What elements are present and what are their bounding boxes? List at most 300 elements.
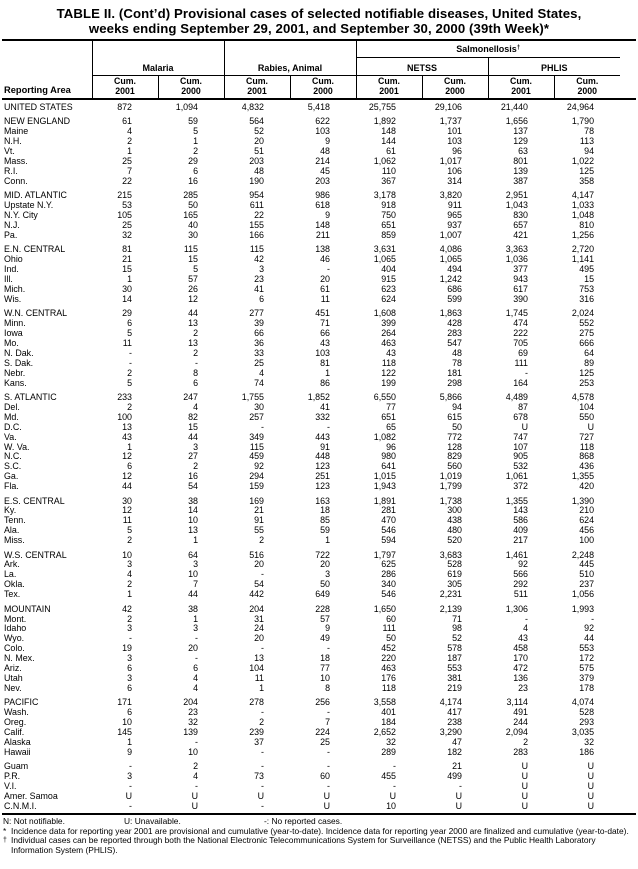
reporting-area-cell: Va. <box>4 431 17 442</box>
value-cell: 4,578 <box>571 391 595 402</box>
value-cell: 283 <box>447 328 462 339</box>
value-cell: 918 <box>381 200 396 211</box>
value-cell: 55 <box>254 525 264 536</box>
value-cell: 2 <box>193 328 198 339</box>
value-cell: 106 <box>447 165 462 176</box>
value-cell: 5 <box>127 377 132 388</box>
value-cell: 71 <box>452 613 462 624</box>
value-cell: 15 <box>584 274 595 284</box>
value-cell: 181 <box>447 367 462 378</box>
value-cell: 91 <box>254 515 264 526</box>
value-cell: 1,043 <box>505 200 528 211</box>
table-row <box>2 99 636 113</box>
value-cell: 8 <box>325 682 330 693</box>
value-cell: 3 <box>127 771 132 782</box>
value-cell: 445 <box>579 559 595 570</box>
table-row <box>2 265 636 275</box>
row-spacer <box>620 187 636 201</box>
reporting-area-cell: N.J. <box>4 219 20 230</box>
reporting-area-cell: Nebr. <box>4 367 26 378</box>
value-cell: 40 <box>188 219 198 230</box>
value-cell: 455 <box>381 771 396 782</box>
table-row <box>2 305 636 319</box>
value-cell: 65 <box>386 421 396 432</box>
value-cell: - <box>261 761 264 772</box>
value-cell: 11 <box>122 515 132 526</box>
row-spacer <box>620 137 636 147</box>
value-cell: 190 <box>249 175 264 186</box>
malaria-group-header: Malaria <box>92 58 224 76</box>
value-cell: 2 <box>127 401 132 412</box>
value-cell: 52 <box>254 126 264 137</box>
value-cell: 25,755 <box>368 102 396 112</box>
value-cell: 801 <box>513 156 528 167</box>
row-spacer <box>620 580 636 590</box>
value-cell: 377 <box>513 264 528 275</box>
value-cell: 678 <box>513 411 528 422</box>
value-cell: - <box>261 643 264 654</box>
reporting-area-cell: Nev. <box>4 682 22 693</box>
reporting-area-cell: S. Dak. <box>4 357 34 368</box>
value-cell: 1,892 <box>373 116 396 127</box>
value-cell: 494 <box>447 264 462 275</box>
value-cell: 170 <box>513 653 528 664</box>
table-row <box>2 275 636 285</box>
value-cell: 438 <box>447 515 462 526</box>
value-cell: 204 <box>183 697 198 708</box>
value-cell: 172 <box>579 653 595 664</box>
value-cell: - <box>261 746 264 757</box>
value-cell: 283 <box>513 746 528 757</box>
value-cell: 24 <box>254 623 264 634</box>
value-cell: U <box>554 802 620 814</box>
value-cell: 868 <box>579 451 595 462</box>
reporting-area-cell: Guam <box>4 761 29 772</box>
row-spacer <box>620 708 636 718</box>
value-cell: 59 <box>320 525 330 536</box>
value-cell: 186 <box>579 746 595 757</box>
value-cell: 986 <box>315 190 330 201</box>
value-cell: 143 <box>513 505 528 516</box>
row-spacer <box>620 600 636 614</box>
value-cell: 532 <box>513 461 528 472</box>
value-cell: 3,363 <box>505 244 528 255</box>
value-cell: 2 <box>127 579 132 590</box>
value-cell: - <box>195 653 198 664</box>
reporting-area-cell: Wis. <box>4 293 22 304</box>
value-cell: 199 <box>381 377 396 388</box>
value-cell: 110 <box>381 165 396 176</box>
value-cell: 4 <box>193 401 198 412</box>
table-row <box>2 634 636 644</box>
value-cell: 2,951 <box>505 190 528 201</box>
value-cell: 13 <box>188 337 198 348</box>
value-cell: 10 <box>320 672 330 683</box>
reporting-area-cell: Mo. <box>4 337 19 348</box>
value-cell: 222 <box>513 328 528 339</box>
value-cell: - <box>261 781 264 791</box>
value-cell: 560 <box>447 461 462 472</box>
row-spacer <box>620 718 636 728</box>
value-cell: 349 <box>249 431 264 442</box>
reporting-area-cell: Upstate N.Y. <box>4 200 54 211</box>
value-cell: 3 <box>193 559 198 570</box>
value-cell: 722 <box>315 549 330 560</box>
value-cell: 137 <box>513 126 528 137</box>
value-cell: 965 <box>447 210 462 221</box>
rabies-cum-2000-header: Cum. 2000 <box>290 76 356 100</box>
value-cell: 459 <box>249 451 264 462</box>
row-spacer <box>620 462 636 472</box>
row-spacer <box>620 748 636 758</box>
table-row <box>2 379 636 389</box>
reporting-area-cell: Colo. <box>4 643 25 654</box>
value-cell: 1 <box>127 441 132 452</box>
value-cell: 4 <box>127 126 132 137</box>
value-cell: 1,019 <box>439 471 462 482</box>
value-cell: 463 <box>381 337 396 348</box>
table-row <box>2 600 636 614</box>
value-cell: 810 <box>579 219 595 230</box>
reporting-area-cell: Mont. <box>4 613 27 624</box>
value-cell: 12 <box>122 451 132 462</box>
value-cell: 103 <box>315 126 330 137</box>
table-row <box>2 802 636 814</box>
value-cell: 6 <box>193 165 198 176</box>
value-cell: - <box>129 357 132 368</box>
value-cell: - <box>261 569 264 580</box>
value-cell: 118 <box>579 441 595 452</box>
value-cell: 44 <box>188 308 198 319</box>
value-cell: 5 <box>193 264 198 275</box>
dagger-text: Individual cases can be reported through both the National Electronic Telecommunications System for Surveillance (NETSS) and the Public Health Laboratory Information System (PHLIS). <box>11 835 596 856</box>
table-row <box>2 241 636 255</box>
value-cell: 436 <box>579 461 595 472</box>
value-cell: 98 <box>452 623 462 634</box>
value-cell: 9 <box>127 746 132 757</box>
value-cell: 2,139 <box>439 603 462 614</box>
reporting-area-cell: E.S. CENTRAL <box>4 495 65 506</box>
rabies-group-top <box>224 40 356 58</box>
value-cell: 2,720 <box>571 244 595 255</box>
value-cell: 253 <box>579 377 595 388</box>
value-cell: 44 <box>188 431 198 442</box>
value-cell: 474 <box>513 318 528 329</box>
table-row <box>2 137 636 147</box>
value-cell: 78 <box>584 126 595 137</box>
row-spacer <box>620 255 636 265</box>
value-cell: 546 <box>381 525 396 536</box>
value-cell: 105 <box>117 210 132 221</box>
value-cell: 2 <box>193 761 198 772</box>
value-cell: 36 <box>254 337 264 348</box>
row-spacer <box>620 221 636 231</box>
value-cell: 5 <box>127 525 132 536</box>
value-cell: 358 <box>579 175 595 186</box>
value-cell: 22 <box>122 175 132 186</box>
value-cell: 314 <box>447 175 462 186</box>
row-spacer <box>620 339 636 349</box>
value-cell: 1,993 <box>571 603 595 614</box>
value-cell: 1,755 <box>241 391 264 402</box>
value-cell: 15 <box>188 254 198 265</box>
value-cell: 59 <box>188 116 198 127</box>
value-cell: 23 <box>254 274 264 284</box>
value-cell: 2 <box>259 717 264 728</box>
value-cell: 3,558 <box>373 697 396 708</box>
value-cell: 1,033 <box>571 200 595 211</box>
value-cell: 472 <box>513 663 528 674</box>
table-row <box>2 177 636 187</box>
value-cell: 3,683 <box>439 549 462 560</box>
value-cell: 81 <box>320 357 330 368</box>
value-cell: 286 <box>381 569 396 580</box>
phlis-group-header: PHLIS <box>488 58 620 76</box>
netss-cum-2000-header: Cum. 2000 <box>422 76 488 100</box>
netss-cum-2001-header: Cum. 2001 <box>356 76 422 100</box>
value-cell: 44 <box>122 481 132 492</box>
value-cell: - <box>129 781 132 791</box>
value-cell: 50 <box>452 421 462 432</box>
value-cell: - <box>327 643 330 654</box>
value-cell: 4,832 <box>241 102 264 112</box>
reporting-area-cell: Wash. <box>4 707 29 718</box>
value-cell: 1 <box>193 136 198 147</box>
value-cell: 4,489 <box>505 391 528 402</box>
value-cell: 2 <box>193 347 198 358</box>
reporting-area-cell: N. Dak. <box>4 347 34 358</box>
value-cell: 980 <box>381 451 396 462</box>
value-cell: 611 <box>249 200 264 211</box>
reporting-area-cell: Ind. <box>4 264 19 275</box>
reporting-area-cell: W. Va. <box>4 441 30 452</box>
footnote-dagger <box>3 836 636 856</box>
value-cell: 2 <box>127 535 132 546</box>
reporting-area-header: Reporting Area <box>2 40 92 99</box>
value-cell: 25 <box>320 736 330 747</box>
value-cell: 1,943 <box>373 481 396 492</box>
table-row <box>2 536 636 546</box>
value-cell: - <box>459 781 462 791</box>
value-cell: 125 <box>579 367 595 378</box>
value-cell: U <box>587 771 595 782</box>
row-spacer <box>620 241 636 255</box>
value-cell: - <box>393 781 396 791</box>
row-spacer <box>620 329 636 339</box>
value-cell: 586 <box>513 515 528 526</box>
value-cell: 1,650 <box>373 603 396 614</box>
value-cell: 82 <box>188 411 198 422</box>
value-cell: 3 <box>325 569 330 580</box>
value-cell: 50 <box>188 200 198 211</box>
reporting-area-cell: NEW ENGLAND <box>4 116 71 127</box>
row-spacer <box>620 359 636 369</box>
reporting-area-cell: Wyo. <box>4 633 25 644</box>
reporting-area-cell: Ark. <box>4 559 20 570</box>
value-cell: 33 <box>254 347 264 358</box>
reporting-area-cell: Utah <box>4 672 23 683</box>
value-cell: 367 <box>381 175 396 186</box>
value-cell: 289 <box>381 746 396 757</box>
value-cell: 77 <box>320 663 330 674</box>
value-cell: 48 <box>452 347 462 358</box>
value-cell: U <box>521 771 528 782</box>
value-cell: 8 <box>193 367 198 378</box>
value-cell: 480 <box>447 525 462 536</box>
table-row <box>2 285 636 295</box>
row-spacer <box>620 388 636 402</box>
value-cell: 94 <box>584 146 595 157</box>
row-spacer <box>620 157 636 167</box>
value-cell: 100 <box>579 535 595 546</box>
value-cell: 57 <box>188 274 198 284</box>
value-cell: 244 <box>513 717 528 728</box>
value-cell: 9 <box>325 136 330 147</box>
phlis-cum-2000-header: Cum. 2000 <box>554 76 620 100</box>
value-cell: 87 <box>518 401 528 412</box>
value-cell: - <box>525 613 528 624</box>
value-cell: - <box>195 633 198 644</box>
value-cell: 6 <box>193 663 198 674</box>
value-cell: - <box>195 736 198 747</box>
value-cell: 41 <box>320 401 330 412</box>
value-cell: 772 <box>447 431 462 442</box>
value-cell: 73 <box>254 771 264 782</box>
value-cell: 50 <box>320 579 330 590</box>
value-cell: 20 <box>254 559 264 570</box>
table-row <box>2 482 636 492</box>
table-row <box>2 413 636 423</box>
value-cell: 20 <box>254 633 264 644</box>
table-row <box>2 758 636 772</box>
value-cell: 6 <box>127 707 132 718</box>
table-row <box>2 644 636 654</box>
row-spacer <box>620 694 636 708</box>
value-cell: 104 <box>249 663 264 674</box>
value-cell: 830 <box>513 210 528 221</box>
row-spacer <box>620 127 636 137</box>
value-cell: 1,461 <box>505 549 528 560</box>
reporting-area-cell: Calif. <box>4 726 25 737</box>
reporting-area-cell: Idaho <box>4 623 27 634</box>
value-cell: 64 <box>188 549 198 560</box>
value-cell: U <box>290 802 356 814</box>
reporting-area-cell: Ky. <box>4 505 17 516</box>
table-row <box>2 664 636 674</box>
reporting-area-cell: Minn. <box>4 318 26 329</box>
row-spacer <box>620 319 636 329</box>
value-cell: 1 <box>127 274 132 284</box>
table-row <box>2 792 636 802</box>
value-cell: 294 <box>249 471 264 482</box>
value-cell: 6 <box>193 377 198 388</box>
value-cell: - <box>327 421 330 432</box>
value-cell: 2 <box>523 736 528 747</box>
notifiable-diseases-table <box>2 39 636 815</box>
row-spacer <box>620 201 636 211</box>
value-cell: 18 <box>320 653 330 664</box>
reporting-area-cell: R.I. <box>4 165 18 176</box>
value-cell: 19 <box>122 643 132 654</box>
value-cell: 1,737 <box>439 116 462 127</box>
table-title <box>2 0 636 39</box>
value-cell: 52 <box>452 633 462 644</box>
value-cell: 238 <box>447 717 462 728</box>
value-cell: 204 <box>249 603 264 614</box>
row-spacer <box>620 590 636 600</box>
value-cell: 4,174 <box>439 697 462 708</box>
value-cell: 118 <box>381 682 396 693</box>
reporting-area-cell: Md. <box>4 411 19 422</box>
row-spacer <box>620 526 636 536</box>
value-cell: - <box>195 357 198 368</box>
reporting-area-cell: W.N. CENTRAL <box>4 308 68 319</box>
value-cell: 1 <box>127 589 132 600</box>
value-cell: 1,082 <box>373 431 396 442</box>
table-row <box>2 748 636 758</box>
value-cell: 13 <box>188 318 198 329</box>
row-spacer <box>620 177 636 187</box>
value-cell: 104 <box>579 401 595 412</box>
value-cell: 15 <box>188 421 198 432</box>
value-cell: 187 <box>447 653 462 664</box>
value-cell: 293 <box>579 717 595 728</box>
value-cell: - <box>129 347 132 358</box>
value-cell: 32 <box>584 736 595 747</box>
value-cell: 125 <box>579 165 595 176</box>
value-cell: 25 <box>122 156 132 167</box>
value-cell: 10 <box>188 746 198 757</box>
value-cell: 31 <box>254 613 264 624</box>
value-cell: - <box>92 802 158 814</box>
value-cell: 1,062 <box>373 156 396 167</box>
value-cell: 10 <box>188 569 198 580</box>
value-cell: 1,036 <box>505 254 528 265</box>
row-spacer <box>620 506 636 516</box>
asterisk-text: Incidence data for reporting year 2001 are provisional and cumulative (year-to-date). Incidence data for reporting year 2000 are finalized and cumulative (year-to-date). <box>11 825 629 836</box>
value-cell: U <box>521 781 528 791</box>
reporting-area-cell: S.C. <box>4 461 22 472</box>
value-cell: 753 <box>579 283 595 294</box>
value-cell: 4,074 <box>571 697 595 708</box>
value-cell: 2,231 <box>439 589 462 600</box>
value-cell: 3,035 <box>571 726 595 737</box>
value-cell: 81 <box>122 244 132 255</box>
value-cell: 578 <box>447 643 462 654</box>
value-cell: 29 <box>188 156 198 167</box>
value-cell: 54 <box>188 481 198 492</box>
table-row <box>2 127 636 137</box>
value-cell: 495 <box>579 264 595 275</box>
value-cell: 11 <box>254 672 264 683</box>
value-cell: 25 <box>254 357 264 368</box>
value-cell: - <box>327 707 330 718</box>
value-cell: 443 <box>315 431 330 442</box>
table-row <box>2 433 636 443</box>
value-cell: 48 <box>254 165 264 176</box>
value-cell: U <box>488 802 554 814</box>
value-cell: 21,440 <box>500 102 528 112</box>
table-row <box>2 506 636 516</box>
table-row <box>2 201 636 211</box>
table-row <box>2 349 636 359</box>
value-cell: 42 <box>254 254 264 265</box>
value-cell: 298 <box>447 377 462 388</box>
value-cell: 256 <box>315 697 330 708</box>
reporting-area-cell: La. <box>4 569 17 580</box>
value-cell: 41 <box>254 283 264 294</box>
reporting-area-cell: V.I. <box>4 781 17 791</box>
